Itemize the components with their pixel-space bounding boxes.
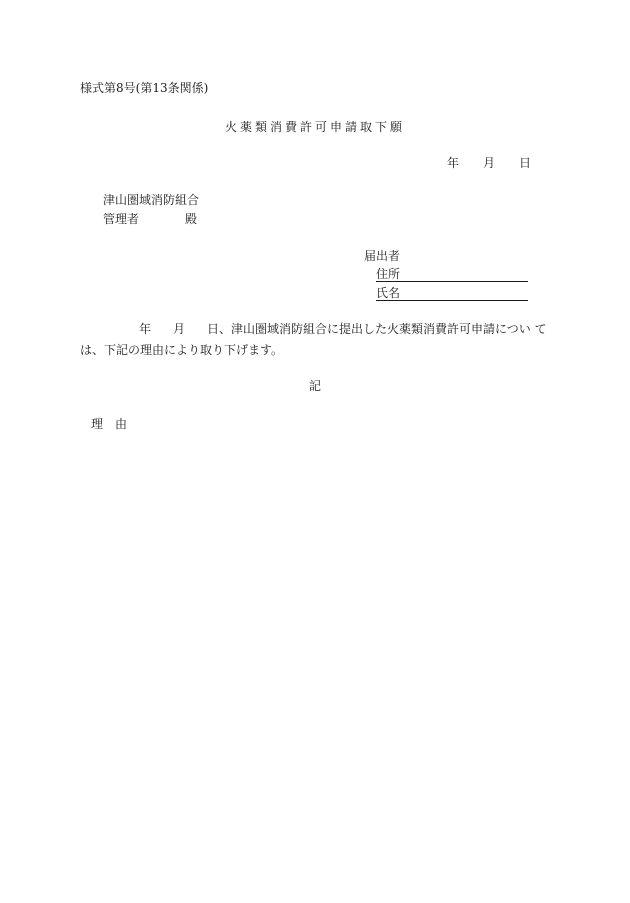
- applicant-name-row: [376, 287, 528, 301]
- body-line1-text: 日、津山圏域消防組合に提出した火薬類消費許可申請につい て: [207, 322, 547, 336]
- manager-title: 管理者: [103, 212, 140, 226]
- body-text-line-2: は、下記の理由により取り下げます。: [80, 343, 284, 357]
- body-text-line-1: [139, 323, 547, 335]
- reason-heading: [91, 418, 127, 430]
- date-month-label: 月: [483, 156, 496, 170]
- addressee-manager: [103, 213, 197, 225]
- date-line: [447, 157, 531, 169]
- addressee-organization: 津山圏域消防組合: [103, 193, 200, 207]
- address-label: 住所: [376, 267, 401, 281]
- form-number: 様式第8号(第13条関係): [80, 81, 209, 95]
- document-title: 火薬類消費許可申請取下願: [224, 120, 405, 134]
- applicant-label: 届出者: [364, 249, 401, 263]
- body-year-label: 年: [139, 322, 152, 336]
- name-label: 氏名: [376, 286, 401, 300]
- applicant-address-row: [376, 268, 528, 282]
- date-day-label: 日: [519, 156, 532, 170]
- honorific: 殿: [185, 212, 198, 226]
- body-month-label: 月: [173, 322, 186, 336]
- name-field-line: [400, 287, 528, 299]
- address-field-line: [400, 268, 528, 280]
- reason-char-1: 理: [91, 417, 104, 431]
- section-mark: 記: [308, 379, 321, 393]
- reason-char-2: 由: [115, 417, 128, 431]
- date-year-label: 年: [447, 156, 460, 170]
